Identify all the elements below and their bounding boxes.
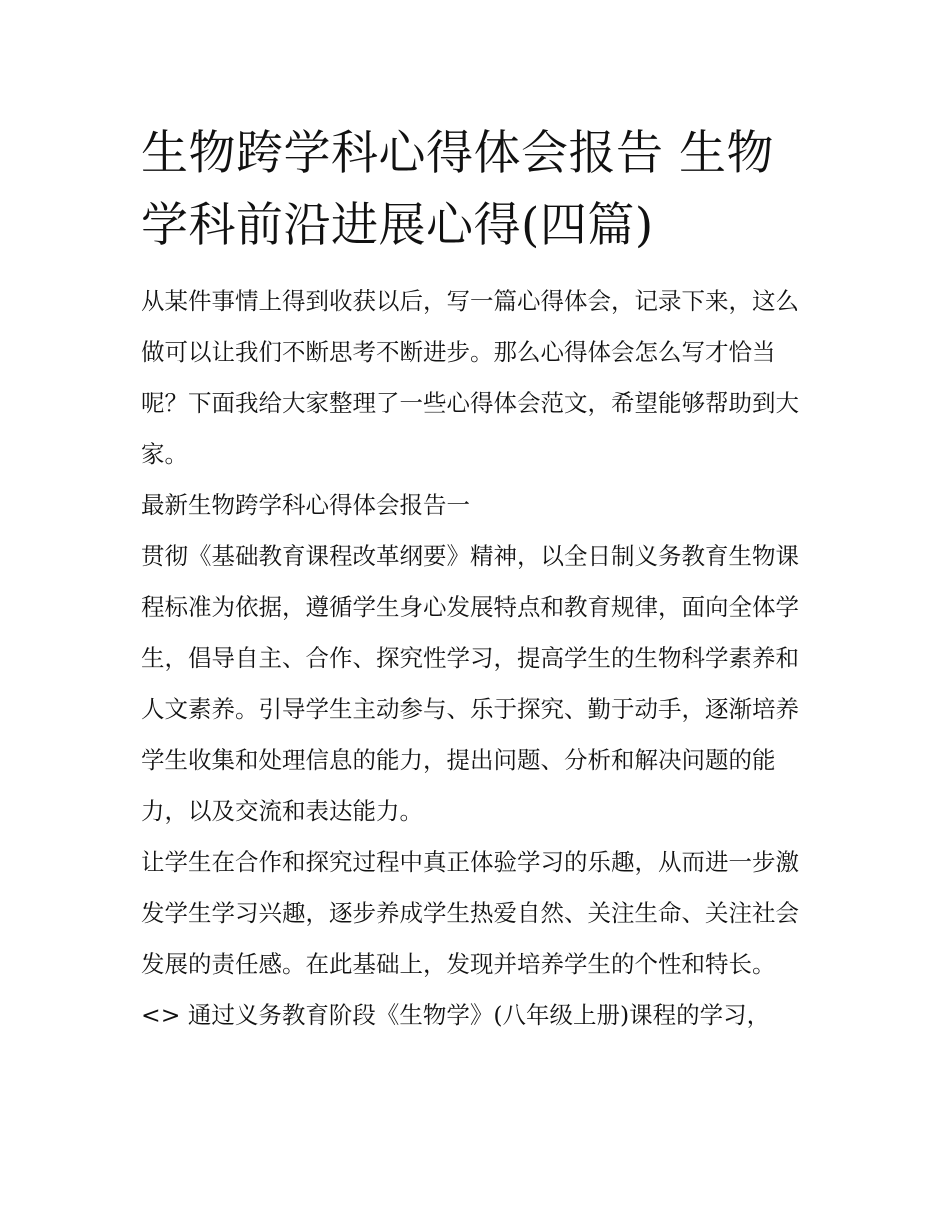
document-title: 生物跨学科心得体会报告 生物学科前沿进展心得(四篇) <box>141 126 774 253</box>
body-paragraph-2: 让学生在合作和探究过程中真正体验学习的乐趣，从而进一步激发学生学习兴趣，逐步养成学生热爱自然、关注生命、关注社会发展的责任感。在此基础上，发现并培养学生的个性和特长。 <box>141 848 799 978</box>
body-paragraph-3: <> 通过义务教育阶段《生物学》(八年级上册)课程的学习， <box>141 1001 771 1029</box>
body-paragraph-1: 贯彻《基础教育课程改革纲要》精神，以全日制义务教育生物课程标准为依据，遵循学生身心发展特点和教育规律，面向全体学生，倡导自主、合作、探究性学习，提高学生的生物科学素养和人文素养。引导学生主动参与、乐于探究、勤于动手，逐渐培养学生收集和处理信息的能力，提出问题、分析和解决问题的能力，以及交流和表达能力。 <box>141 542 799 825</box>
document-body <box>141 118 813 1041</box>
intro-paragraph: 从某件事情上得到收获以后，写一篇心得体会，记录下来，这么做可以让我们不断思考不断进步。那么心得体会怎么写才恰当呢？下面我给大家整理了一些心得体会范文，希望能够帮助到大家。 <box>141 287 799 468</box>
section-heading: 最新生物跨学科心得体会报告一 <box>141 491 470 519</box>
